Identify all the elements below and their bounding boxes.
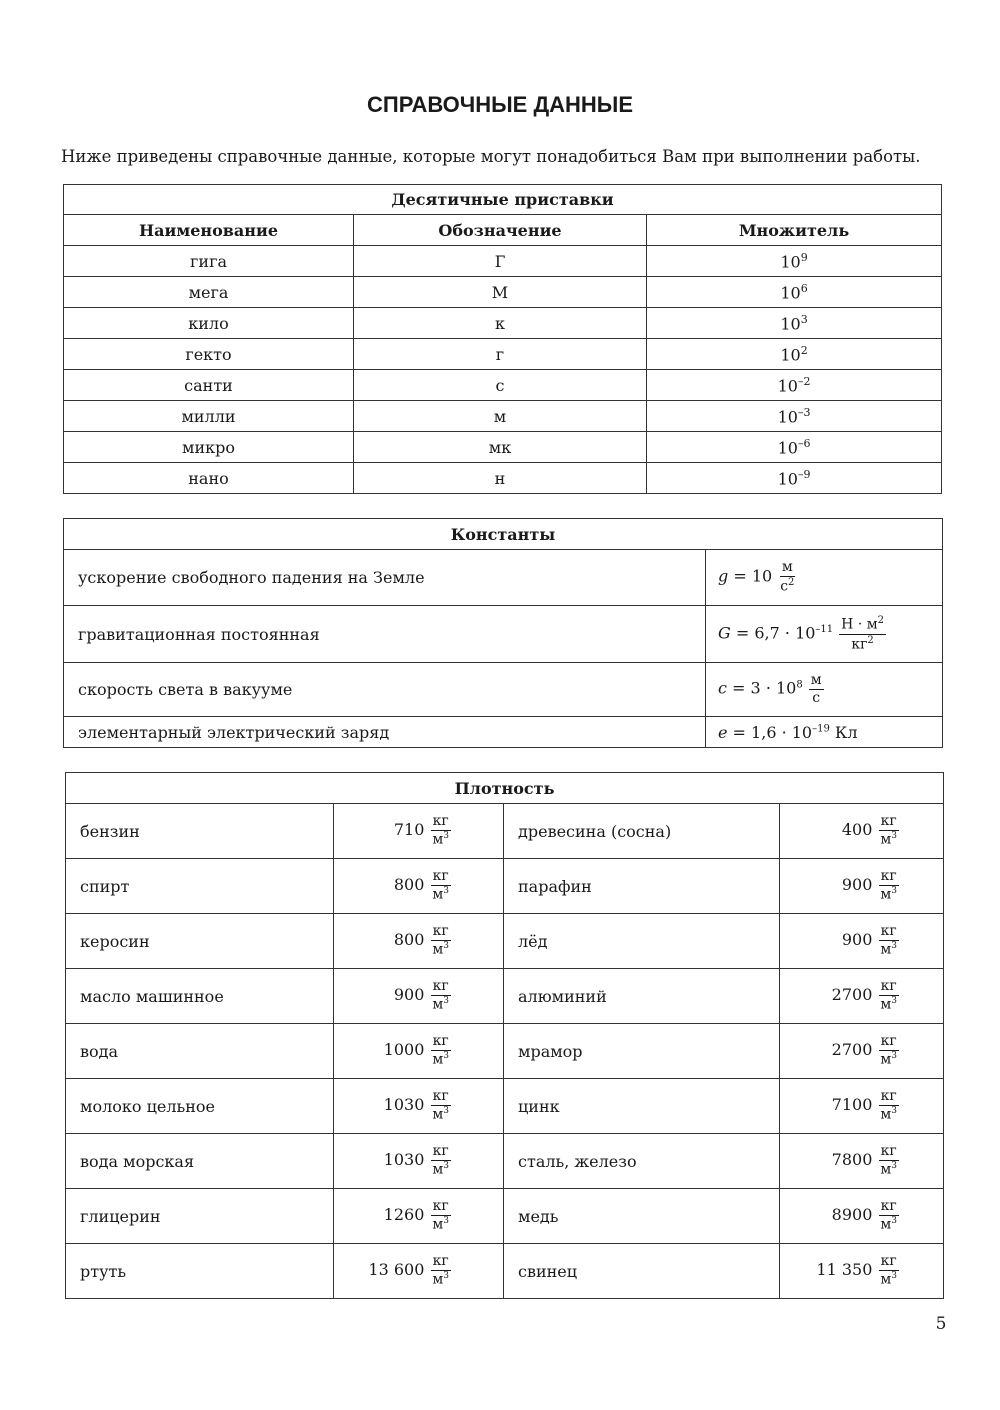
density-value-left [334,804,504,859]
density-number: 800 [393,930,425,950]
substance-name-right: свинец [504,1244,780,1299]
denominator-exponent: 3 [891,1051,897,1062]
constant-label: гравитационная постоянная [64,606,706,663]
density-number: 1260 [383,1205,425,1225]
denominator-exponent: 3 [891,831,897,842]
density-value-right [780,914,944,969]
density-value-right [780,1189,944,1244]
density-number: 900 [841,930,873,950]
fraction-numerator [839,616,886,634]
table-row [64,550,943,606]
constant-exponent: –19 [812,723,830,735]
multiplier-exponent: –2 [797,374,811,388]
substance-name-right: лёд [504,914,780,969]
density-number: 8900 [831,1205,873,1225]
fraction-denominator [878,1051,899,1067]
denominator-text: м [880,1051,892,1068]
table-row [66,804,944,859]
denominator-exponent: 3 [891,886,897,897]
fraction-denominator [878,1271,899,1287]
prefix-multiplier [647,277,942,308]
unit-fraction [878,1034,899,1067]
density-value-left [334,1244,504,1299]
fraction-numerator [879,1254,899,1271]
multiplier-base: 10 [780,283,801,303]
table-row [66,1024,944,1079]
denominator-text: с [780,578,789,595]
density-number: 7100 [831,1095,873,1115]
table-row [64,277,942,308]
density-value-left [334,1134,504,1189]
denominator-exponent: 3 [891,1161,897,1172]
denominator-exponent: 3 [443,1106,449,1117]
numerator-text: кг [880,1143,897,1160]
unit-fraction [878,1199,899,1232]
numerator-text: кг [432,978,449,995]
fraction-denominator [430,1161,451,1177]
prefix-name: милли [64,401,354,432]
denominator-text: с [812,690,821,706]
denominator-exponent: 3 [443,831,449,842]
density-caption: Плотность [66,773,944,804]
density-number: 710 [393,820,425,840]
unit-fraction [430,924,451,957]
numerator-text: кг [432,1088,449,1105]
substance-name-left: ртуть [66,1244,334,1299]
fraction-denominator [810,690,822,706]
density-value-left [334,1079,504,1134]
table-row [64,463,942,494]
multiplier-exponent: 3 [800,312,808,326]
density-value-left [334,1024,504,1079]
density-number: 2700 [831,1040,873,1060]
unit-fraction [430,814,451,847]
denominator-exponent: 3 [443,996,449,1007]
substance-name-left: бензин [66,804,334,859]
table-row [64,717,943,748]
prefix-symbol: Г [354,246,647,277]
fraction-numerator [431,869,451,886]
page-number: 5 [935,1314,947,1334]
constant-value [706,663,943,717]
table-row [66,859,944,914]
fraction-denominator [878,1216,899,1232]
fraction-numerator [431,1089,451,1106]
prefix-symbol: н [354,463,647,494]
prefix-name: нано [64,463,354,494]
unit-fraction [878,1144,899,1177]
unit-fraction [430,979,451,1012]
page-title: СПРАВОЧНЫЕ ДАННЫЕ [367,92,633,117]
multiplier-base: 10 [777,438,798,458]
denominator-exponent: 2 [788,577,795,589]
numerator-text: кг [880,1033,897,1050]
table-row [64,339,942,370]
denominator-text: м [880,996,892,1013]
table-row [66,969,944,1024]
fraction-numerator [431,1199,451,1216]
fraction-denominator [849,635,875,652]
denominator-exponent: 3 [443,886,449,897]
constant-exponent: 8 [796,679,803,691]
substance-name-right: медь [504,1189,780,1244]
multiplier-exponent: 6 [800,281,808,295]
unit-fraction [809,673,824,705]
constant-equation: = 6,7 · 10 [730,623,816,643]
density-value-right [780,1079,944,1134]
denominator-exponent: 3 [891,996,897,1007]
denominator-text: м [880,886,892,903]
denominator-text: м [432,1161,444,1178]
substance-name-right: мрамор [504,1024,780,1079]
numerator-text: кг [880,813,897,830]
prefix-symbol: м [354,401,647,432]
density-number: 1030 [383,1095,425,1115]
fraction-denominator [430,1106,451,1122]
density-number: 400 [841,820,873,840]
constant-label: ускорение свободного падения на Земле [64,550,706,606]
numerator-text: кг [880,978,897,995]
fraction-numerator [879,814,899,831]
substance-name-left: молоко цельное [66,1079,334,1134]
prefix-name: гекто [64,339,354,370]
multiplier-base: 10 [780,252,801,272]
density-value-right [780,969,944,1024]
denominator-exponent: 3 [443,1051,449,1062]
substance-name-left: масло машинное [66,969,334,1024]
numerator-text: кг [432,813,449,830]
constant-value [706,717,943,748]
density-number: 900 [841,875,873,895]
denominator-exponent: 3 [443,1271,449,1282]
fraction-numerator [879,869,899,886]
fraction-denominator [878,1161,899,1177]
prefixes-caption: Десятичные приставки [64,185,942,215]
substance-name-left: глицерин [66,1189,334,1244]
multiplier-base: 10 [777,407,798,427]
density-value-right [780,1134,944,1189]
density-number: 11 350 [816,1260,873,1280]
fraction-numerator [879,1199,899,1216]
unit-fraction [430,1089,451,1122]
prefixes-table [63,184,942,494]
fraction-denominator [430,1051,451,1067]
density-table [65,772,944,1299]
fraction-numerator [879,1089,899,1106]
denominator-exponent: 3 [443,941,449,952]
prefix-symbol: к [354,308,647,339]
table-row [64,401,942,432]
constant-equation: = 3 · 10 [726,679,797,698]
constant-symbol: c [718,679,727,698]
fraction-denominator [878,886,899,902]
prefix-name: мега [64,277,354,308]
unit-fraction [878,979,899,1012]
prefix-name: гига [64,246,354,277]
prefix-multiplier [647,370,942,401]
fraction-numerator [809,673,824,690]
density-value-right [780,859,944,914]
numerator-text: кг [880,868,897,885]
unit-fraction [878,1254,899,1287]
multiplier-base: 10 [777,376,798,396]
density-value-left [334,969,504,1024]
table-row [66,1134,944,1189]
numerator-exponent: 2 [877,615,884,627]
unit-fraction [878,869,899,902]
denominator-text: м [880,1106,892,1123]
prefix-multiplier [647,308,942,339]
table-row [64,370,942,401]
table-row [64,663,943,717]
fraction-denominator [878,996,899,1012]
table-row [64,606,943,663]
unit-fraction [430,1254,451,1287]
fraction-numerator [879,1034,899,1051]
fraction-denominator [878,1106,899,1122]
density-number: 2700 [831,985,873,1005]
density-value-left [334,914,504,969]
fraction-numerator [780,560,795,577]
constant-unit: Кл [829,722,858,742]
constant-value [706,606,943,663]
denominator-text: м [432,996,444,1013]
denominator-text: м [432,1216,444,1233]
substance-name-right: парафин [504,859,780,914]
fraction-denominator [430,1216,451,1232]
unit-fraction [430,1144,451,1177]
constants-caption: Константы [64,519,943,550]
numerator-text: м [810,672,822,689]
density-number: 1030 [383,1150,425,1170]
density-number: 1000 [383,1040,425,1060]
denominator-exponent: 3 [443,1161,449,1172]
prefix-name: микро [64,432,354,463]
denominator-text: м [432,1051,444,1068]
denominator-exponent: 3 [891,941,897,952]
unit-fraction [878,814,899,847]
fraction-numerator [431,979,451,996]
fraction-numerator [431,814,451,831]
density-value-left [334,1189,504,1244]
constant-symbol: e [718,722,728,742]
denominator-text: м [432,1271,444,1288]
denominator-exponent: 3 [891,1216,897,1227]
prefix-multiplier [647,463,942,494]
fraction-denominator [430,1271,451,1287]
constant-exponent: –11 [815,624,834,636]
denominator-text: м [880,831,892,848]
multiplier-exponent: –6 [797,436,811,450]
substance-name-left: вода морская [66,1134,334,1189]
header-symbol: Обозначение [354,215,647,246]
unit-fraction [430,869,451,902]
fraction-numerator [879,924,899,941]
prefix-multiplier [647,432,942,463]
table-row [64,246,942,277]
substance-name-left: керосин [66,914,334,969]
density-number: 7800 [831,1150,873,1170]
density-value-right [780,804,944,859]
numerator-text: кг [432,1033,449,1050]
table-row [66,914,944,969]
fraction-numerator [879,979,899,996]
constant-value [706,550,943,606]
unit-fraction [430,1034,451,1067]
constant-equation: = 1,6 · 10 [727,722,813,742]
prefix-multiplier [647,339,942,370]
fraction-numerator [431,1034,451,1051]
substance-name-right: древесина (сосна) [504,804,780,859]
fraction-numerator [431,1144,451,1161]
denominator-text: м [880,1271,892,1288]
prefix-multiplier [647,246,942,277]
prefix-symbol: г [354,339,647,370]
numerator-text: кг [432,1253,449,1270]
multiplier-exponent: –3 [797,405,811,419]
denominator-text: м [432,1106,444,1123]
substance-name-left: вода [66,1024,334,1079]
prefix-name: кило [64,308,354,339]
numerator-text: кг [880,1088,897,1105]
fraction-numerator [879,1144,899,1161]
denominator-exponent: 3 [891,1106,897,1117]
denominator-exponent: 3 [443,1216,449,1227]
multiplier-exponent: –9 [797,467,811,481]
multiplier-base: 10 [777,469,798,489]
density-number: 13 600 [368,1260,425,1280]
denominator-text: м [880,941,892,958]
substance-name-right: алюминий [504,969,780,1024]
constant-label: элементарный электрический заряд [64,717,706,748]
fraction-denominator [430,941,451,957]
density-value-right [780,1024,944,1079]
denominator-text: м [880,1216,892,1233]
substance-name-right: цинк [504,1079,780,1134]
prefix-name: санти [64,370,354,401]
constants-table [63,518,943,748]
density-number: 900 [393,985,425,1005]
table-row [64,432,942,463]
numerator-text: кг [880,1253,897,1270]
unit-fraction [778,560,796,594]
numerator-text: кг [432,1143,449,1160]
fraction-denominator [430,831,451,847]
constant-symbol: G [718,623,731,643]
denominator-text: м [432,831,444,848]
header-multiplier: Множитель [647,215,942,246]
numerator-text: кг [432,1198,449,1215]
unit-fraction [430,1199,451,1232]
multiplier-exponent: 2 [800,343,808,357]
denominator-exponent: 3 [891,1271,897,1282]
numerator-text: кг [432,868,449,885]
table-row [66,1189,944,1244]
multiplier-base: 10 [780,345,801,365]
constant-equation: = 10 [728,567,773,586]
unit-fraction [878,924,899,957]
fraction-numerator [431,1254,451,1271]
header-name: Наименование [64,215,354,246]
denominator-text: кг [851,636,868,653]
denominator-text: м [432,886,444,903]
multiplier-exponent: 9 [800,250,808,264]
unit-fraction [839,616,886,652]
numerator-text: кг [432,923,449,940]
fraction-denominator [430,886,451,902]
prefix-multiplier [647,401,942,432]
intro-text: Ниже приведены справочные данные, которые могут понадобиться Вам при выполнении работы. [61,147,921,166]
multiplier-base: 10 [780,314,801,334]
fraction-denominator [778,577,796,594]
unit-fraction [878,1089,899,1122]
density-value-left [334,859,504,914]
constant-label: скорость света в вакууме [64,663,706,717]
table-row [66,1079,944,1134]
constant-symbol: g [718,567,729,586]
prefix-symbol: М [354,277,647,308]
denominator-exponent: 2 [867,634,874,646]
density-number: 800 [393,875,425,895]
denominator-text: м [432,941,444,958]
fraction-denominator [878,941,899,957]
prefix-symbol: с [354,370,647,401]
table-row [64,308,942,339]
density-value-right [780,1244,944,1299]
numerator-text: кг [880,1198,897,1215]
fraction-denominator [430,996,451,1012]
numerator-text: Н · м [841,616,878,633]
table-row [66,1244,944,1299]
substance-name-right: сталь, железо [504,1134,780,1189]
fraction-denominator [878,831,899,847]
numerator-text: кг [880,923,897,940]
denominator-text: м [880,1161,892,1178]
numerator-text: м [781,559,793,576]
prefix-symbol: мк [354,432,647,463]
fraction-numerator [431,924,451,941]
substance-name-left: спирт [66,859,334,914]
